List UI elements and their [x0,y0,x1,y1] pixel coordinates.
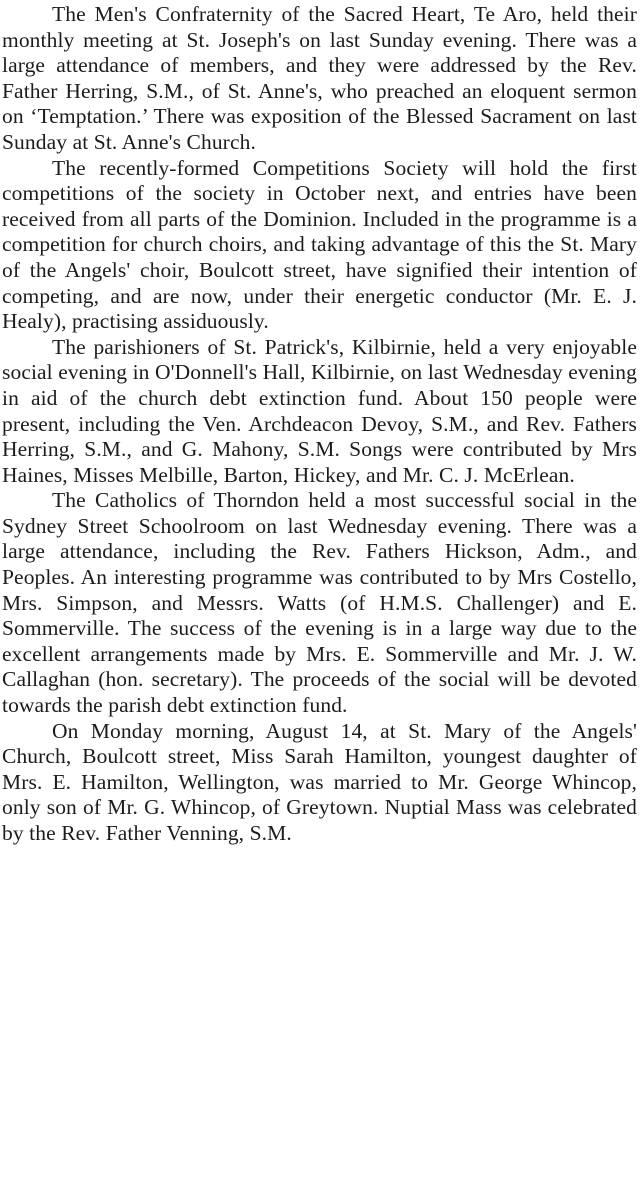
paragraph-wedding-notice: On Monday morning, August 14, at St. Mary of the Angels' Church, Boulcott street, Miss Sarah Hamilton, youngest daughter of Mrs. E. Hamilton, Wellington, was married to Mr. George Whincop, only son of Mr. G. Whincop, of Greytown. Nuptial Mass was celebrated by the Rev. Father Venning, S.M. [2,718,637,845]
paragraph-competitions-society: The recently-formed Competitions Society will hold the first competitions of the society in October next, and entries have been received from all parts of the Dominion. Included in the programme is a competition for church choirs, and taking advantage of this the St. Mary of the Angels' choir, Boulcott street, have signified their intention of competing, and are now, under their energetic conductor (Mr. E. J. Healy), practising assiduously. [2,155,637,334]
paragraph-kilbirnie-social: The parishioners of St. Patrick's, Kilbirnie, held a very enjoyable social evening in O'Donnell's Hall, Kilbirnie, on last Wednesday evening in aid of the church debt extinction fund. About 150 people were present, including the Ven. Archdeacon Devoy, S.M., and Rev. Fathers Herring, S.M., and G. Mahony, S.M. Songs were contributed by Mrs Haines, Misses Melbille, Barton, Hickey, and Mr. C. J. McErlean. [2,334,637,487]
paragraph-confraternity-meeting: The Men's Confraternity of the Sacred Heart, Te Aro, held their monthly meeting at St. Joseph's on last Sunday evening. There was a large attendance of members, and they were addressed by the Rev. Father Herring, S.M., of St. Anne's, who preached an eloquent sermon on ‘Temptation.’ There was exposition of the Blessed Sacrament on last Sunday at St. Anne's Church. [2,2,637,154]
paragraph-thorndon-social: The Catholics of Thorndon held a most successful social in the Sydney Street Schoolroom on last Wednesday evening. There was a large attendance, including the Rev. Fathers Hickson, Adm., and Peoples. An interesting programme was contributed to by Mrs Costello, Mrs. Simpson, and Messrs. Watts (of H.M.S. Challenger) and E. Sommerville. The success of the evening is in a large way due to the excellent arrangements made by Mrs. E. Sommerville and Mr. J. W. Callaghan (hon. secretary). The proceeds of the social will be devoted towards the parish debt extinction fund. [2,488,637,718]
